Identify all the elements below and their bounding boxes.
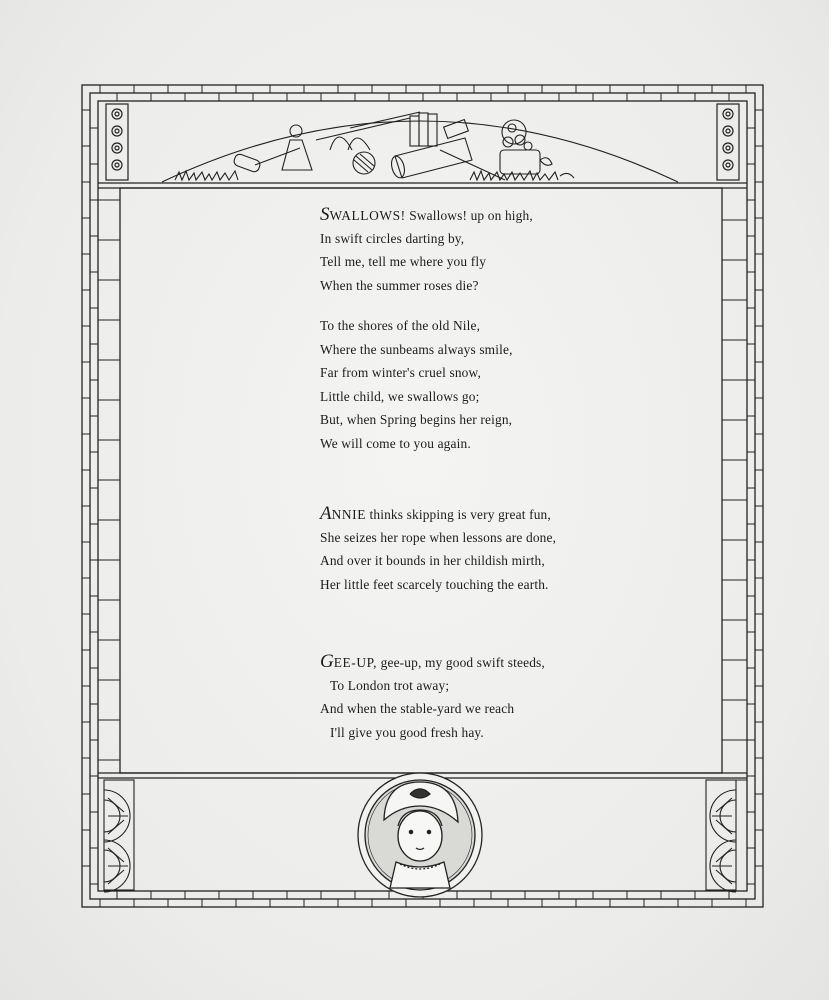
poem-line: Far from winter's cruel snow, — [320, 365, 481, 380]
poem-line: In swift circles darting by, — [320, 230, 465, 246]
header-illustration — [162, 112, 678, 182]
line-text: thinks skipping is very great fun, — [366, 507, 551, 522]
line-text: gee-up, my good swift steeds, — [377, 655, 545, 670]
poem-gee-up — [320, 650, 545, 744]
poem-line: When the summer roses die? — [320, 277, 479, 293]
poem-line: Little child, we swallows go; — [320, 388, 480, 404]
poem-line: Her little feet scarcely touching the earth. — [320, 576, 549, 592]
footer-left-ornament — [104, 780, 134, 892]
header-right-ornament — [717, 104, 739, 180]
poem-line: Where the sunbeams always smile, — [320, 341, 513, 357]
small-caps-word: WALLOWS! — [329, 208, 406, 223]
dropcap: A — [320, 503, 332, 524]
dropcap: G — [320, 651, 334, 672]
poem-first-line — [320, 650, 545, 674]
poem-line: To the shores of the old Nile, — [320, 318, 481, 333]
poem-line: Tell me, tell me where you fly — [320, 254, 487, 269]
dropcap: S — [320, 204, 330, 225]
portrait-medallion — [358, 773, 482, 897]
poem-line: And when the stable-yard we reach — [320, 701, 515, 716]
small-caps-word: NNIE — [331, 507, 366, 522]
footer-right-ornament — [706, 780, 736, 892]
poem-line: And over it bounds in her childish mirth, — [320, 553, 545, 568]
poem-line: She seizes her rope when lessons are done, — [320, 529, 557, 545]
poem-swallows — [320, 203, 533, 297]
line-text: Swallows! up on high, — [405, 208, 533, 223]
header-left-ornament — [106, 104, 128, 180]
poem-annie — [320, 502, 556, 596]
poem-line: To London trot away; — [330, 677, 450, 693]
poem-line: We will come to you again. — [320, 435, 471, 451]
poem-first-line — [320, 502, 556, 526]
poem-first-line — [320, 203, 533, 227]
small-caps-word: EE-UP, — [333, 655, 378, 670]
poem-panel — [120, 188, 722, 773]
poem-line: I'll give you good fresh hay. — [330, 724, 484, 740]
poem-line: But, when Spring begins her reign, — [320, 412, 513, 427]
poem-swallows-stanza-2 — [320, 314, 513, 455]
